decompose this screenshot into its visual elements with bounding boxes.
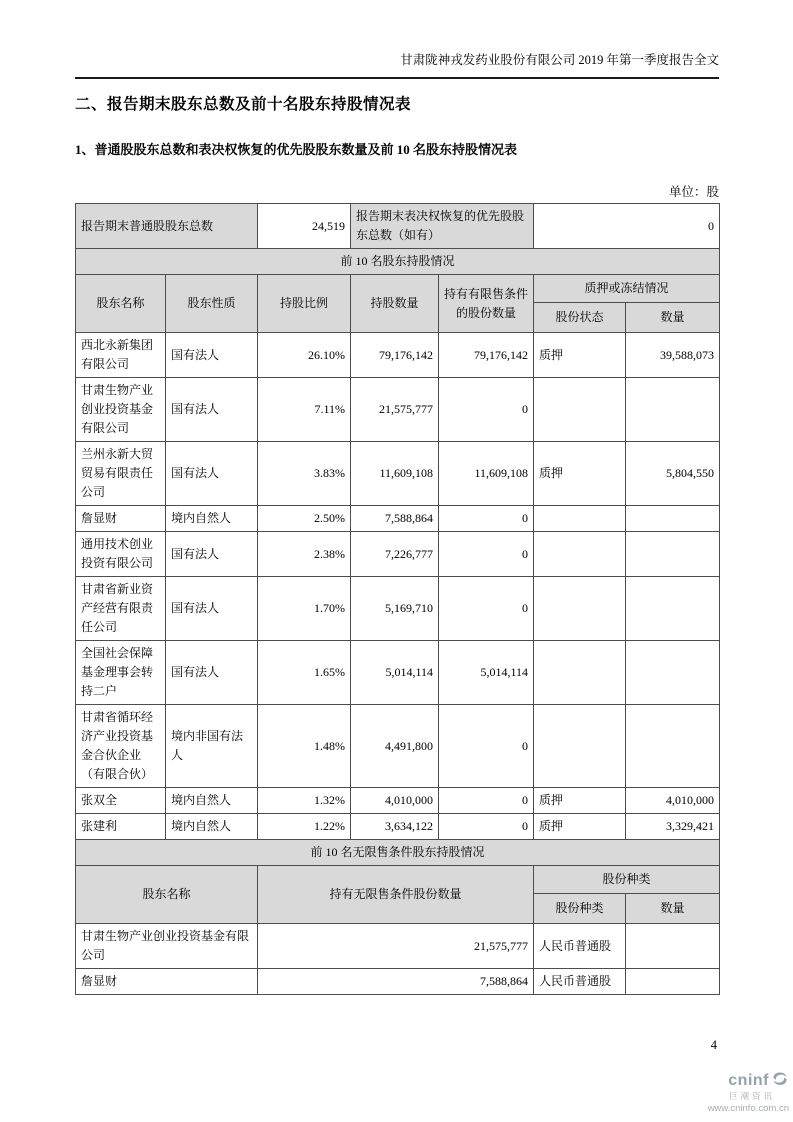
shareholder-nature-cell: 国有法人: [166, 442, 258, 506]
restricted-shares-cell: 11,609,108: [439, 442, 534, 506]
table-row: [76, 577, 720, 641]
cninfo-swirl-icon: [771, 1071, 789, 1092]
col-header-share-qty: 数量: [626, 894, 720, 924]
unrestricted-shares-cell: 7,588,864: [258, 969, 534, 995]
table-row: [76, 788, 720, 814]
table-row: [76, 204, 720, 249]
restricted-shares-cell: 5,014,114: [439, 641, 534, 705]
shareholder-table: [75, 203, 720, 995]
common-shareholders-value: 24,519: [258, 204, 351, 249]
shareholder-name-cell: 西北永新集团有限公司: [76, 333, 166, 378]
col-header-shareholder-name: 股东名称: [76, 866, 258, 924]
col-header-restricted-shares: 持有有限售条件 的股份数量: [439, 275, 534, 333]
holding-ratio-cell: 1.48%: [258, 705, 351, 788]
holding-shares-cell: 79,176,142: [351, 333, 439, 378]
col-header-shareholder-nature: 股东性质: [166, 275, 258, 333]
holding-ratio-cell: 1.22%: [258, 814, 351, 840]
restricted-shares-cell: 0: [439, 378, 534, 442]
col-header-pledge-qty: 数量: [626, 303, 720, 333]
unrestricted-shareholder-rows: [76, 924, 720, 995]
shareholder-name-cell: 兰州永新大贸贸易有限责任公司: [76, 442, 166, 506]
table-header-row: [76, 275, 720, 303]
pledge-qty-cell: [626, 705, 720, 788]
pledge-qty-cell: 39,588,073: [626, 333, 720, 378]
shareholder-name-cell: 詹显财: [76, 969, 258, 995]
restricted-shares-cell: 0: [439, 506, 534, 532]
holding-shares-cell: 7,226,777: [351, 532, 439, 577]
pledge-qty-cell: [626, 641, 720, 705]
pledge-qty-cell: 3,329,421: [626, 814, 720, 840]
pledge-status-cell: [534, 378, 626, 442]
top10-section-title: 前 10 名股东持股情况: [76, 249, 720, 275]
share-type-cell: 人民币普通股: [534, 924, 626, 969]
holding-ratio-cell: 1.70%: [258, 577, 351, 641]
pledge-qty-cell: [626, 378, 720, 442]
table-row: [76, 442, 720, 506]
pledge-qty-cell: 5,804,550: [626, 442, 720, 506]
holding-ratio-cell: 2.38%: [258, 532, 351, 577]
summary-section: [76, 204, 720, 333]
shareholder-name-cell: 甘肃省新业资产经营有限责任公司: [76, 577, 166, 641]
section-title: 二、报告期末股东总数及前十名股东持股情况表: [75, 96, 412, 113]
col-header-holding-ratio: 持股比例: [258, 275, 351, 333]
holding-ratio-cell: 7.11%: [258, 378, 351, 442]
table-row: [76, 333, 720, 378]
shareholder-nature-cell: 境内自然人: [166, 506, 258, 532]
holding-ratio-cell: 26.10%: [258, 333, 351, 378]
subsection-title: 1、普通股股东总数和表决权恢复的优先股股东数量及前 10 名股东持股情况表: [75, 142, 518, 157]
table-row: [76, 840, 720, 866]
unrestricted-section-title: 前 10 名无限售条件股东持股情况: [76, 840, 720, 866]
cninfo-logo-brand: cninf: [728, 1072, 769, 1090]
shareholder-name-cell: 通用技术创业投资有限公司: [76, 532, 166, 577]
table-row: [76, 532, 720, 577]
holding-ratio-cell: 1.32%: [258, 788, 351, 814]
shareholder-nature-cell: 国有法人: [166, 378, 258, 442]
share-qty-cell: [626, 969, 720, 995]
pledge-qty-cell: [626, 532, 720, 577]
pledge-status-cell: 质押: [534, 788, 626, 814]
shareholder-name-cell: 全国社会保障基金理事会转持二户: [76, 641, 166, 705]
shareholder-name-cell: 张双全: [76, 788, 166, 814]
pledge-status-cell: [534, 577, 626, 641]
shareholder-nature-cell: 国有法人: [166, 641, 258, 705]
holding-shares-cell: 4,010,000: [351, 788, 439, 814]
restricted-shares-cell: 0: [439, 705, 534, 788]
pledge-status-cell: 质押: [534, 333, 626, 378]
table-row: [76, 378, 720, 442]
shareholder-name-cell: 詹显财: [76, 506, 166, 532]
table-row: [76, 506, 720, 532]
shareholder-name-cell: 甘肃生物产业创业投资基金有限公司: [76, 378, 166, 442]
pledge-status-cell: [534, 506, 626, 532]
holding-ratio-cell: 2.50%: [258, 506, 351, 532]
holding-shares-cell: 7,588,864: [351, 506, 439, 532]
table-row: [76, 641, 720, 705]
pledge-status-cell: 质押: [534, 814, 626, 840]
holding-shares-cell: 3,634,122: [351, 814, 439, 840]
holding-shares-cell: 11,609,108: [351, 442, 439, 506]
pledge-qty-cell: [626, 506, 720, 532]
holding-ratio-cell: 1.65%: [258, 641, 351, 705]
shareholder-name-cell: 甘肃生物产业创业投资基金有限公司: [76, 924, 258, 969]
holding-shares-cell: 5,169,710: [351, 577, 439, 641]
preferred-shareholders-label: 报告期末表决权恢复的优先股股东总数（如有）: [351, 204, 534, 249]
table-row: [76, 705, 720, 788]
col-header-unrestricted-shares: 持有无限售条件股份数量: [258, 866, 534, 924]
holding-shares-cell: 4,491,800: [351, 705, 439, 788]
holding-shares-cell: 5,014,114: [351, 641, 439, 705]
shareholder-name-cell: 张建利: [76, 814, 166, 840]
unit-label: 单位：股: [668, 185, 719, 199]
table-header-row: [76, 866, 720, 894]
restricted-shares-cell: 79,176,142: [439, 333, 534, 378]
share-type-cell: 人民币普通股: [534, 969, 626, 995]
page-number: 4: [710, 1038, 717, 1052]
document-header: [75, 50, 719, 79]
shareholder-nature-cell: 境内非国有法人: [166, 705, 258, 788]
pledge-status-cell: [534, 705, 626, 788]
top10-shareholder-rows: [76, 333, 720, 840]
shareholder-nature-cell: 境内自然人: [166, 814, 258, 840]
restricted-shares-cell: 0: [439, 814, 534, 840]
shareholder-nature-cell: 国有法人: [166, 532, 258, 577]
unrestricted-section-header: [76, 840, 720, 924]
unrestricted-shares-cell: 21,575,777: [258, 924, 534, 969]
table-row: [76, 924, 720, 969]
table-row: [76, 814, 720, 840]
holding-ratio-cell: 3.83%: [258, 442, 351, 506]
table-row: [76, 969, 720, 995]
col-header-pledge-status: 股份状态: [534, 303, 626, 333]
col-header-holding-shares: 持股数量: [351, 275, 439, 333]
share-qty-cell: [626, 924, 720, 969]
restricted-shares-cell: 0: [439, 532, 534, 577]
cninfo-logo-chinese-name: 巨潮资讯: [728, 1091, 775, 1102]
document-header-text: 甘肃陇神戎发药业股份有限公司 2019 年第一季度报告全文: [400, 53, 719, 67]
col-header-shareholder-name: 股东名称: [76, 275, 166, 333]
pledge-qty-cell: [626, 577, 720, 641]
pledge-status-cell: [534, 532, 626, 577]
pledge-status-cell: [534, 641, 626, 705]
pledge-qty-cell: 4,010,000: [626, 788, 720, 814]
cninfo-logo-url: www.cninfo.com.cn: [707, 1102, 789, 1114]
holding-shares-cell: 21,575,777: [351, 378, 439, 442]
shareholder-nature-cell: 国有法人: [166, 577, 258, 641]
shareholder-name-cell: 甘肃省循环经济产业投资基金合伙企业（有限合伙）: [76, 705, 166, 788]
col-header-share-type-group: 股份种类: [534, 866, 720, 894]
cninfo-logo: [708, 1071, 789, 1114]
common-shareholders-label: 报告期末普通股股东总数: [76, 204, 258, 249]
col-header-pledge-group: 质押或冻结情况: [534, 275, 720, 303]
shareholder-nature-cell: 国有法人: [166, 333, 258, 378]
table-row: [76, 249, 720, 275]
col-header-share-type: 股份种类: [534, 894, 626, 924]
pledge-status-cell: 质押: [534, 442, 626, 506]
shareholder-nature-cell: 境内自然人: [166, 788, 258, 814]
restricted-shares-cell: 0: [439, 788, 534, 814]
preferred-shareholders-value: 0: [534, 204, 720, 249]
restricted-shares-cell: 0: [439, 577, 534, 641]
